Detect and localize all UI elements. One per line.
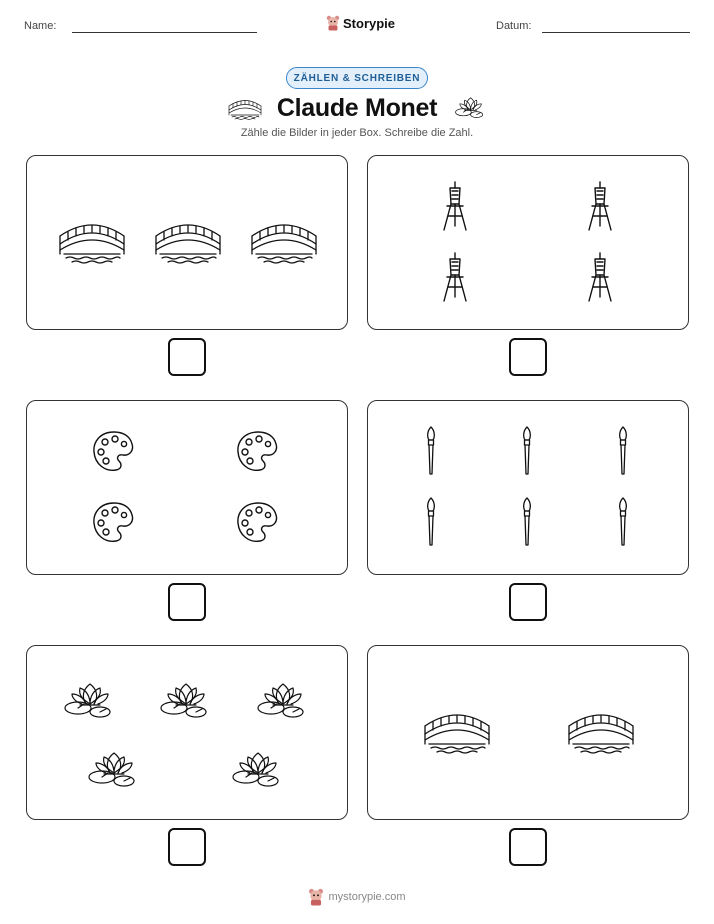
bridge-icon [154,216,222,264]
counting-box-5 [26,645,348,820]
answer-box-6[interactable] [509,828,547,866]
brand-name: Storypie [343,15,396,31]
answer-box-4[interactable] [509,583,547,621]
answer-box-5[interactable] [168,828,206,866]
instructions: Zähle die Bilder in jeder Box. Schreibe die Zahl. [240,127,474,139]
water-lily-icon [64,676,114,720]
answer-box-1[interactable] [168,338,206,376]
name-label: Name: [24,20,57,32]
water-lily-icon [160,676,210,720]
footer [0,888,714,906]
palette-icon [236,430,280,474]
water-lily-icon [232,745,282,789]
answer-box-3[interactable] [168,583,206,621]
bridge-icon [567,706,635,754]
page-title: Claude Monet [276,94,438,122]
counting-box-2 [367,155,689,330]
paintbrush-icon [424,497,438,547]
water-lily-icon [88,745,138,789]
water-lily-decoration-icon [455,93,485,119]
bear-mascot-icon [308,888,324,906]
name-line[interactable] [72,32,257,33]
palette-icon [236,501,280,545]
easel-icon [439,251,471,303]
paintbrush-icon [616,497,630,547]
bridge-icon [423,706,491,754]
paintbrush-icon [616,426,630,476]
paintbrush-icon [520,426,534,476]
date-line[interactable] [542,32,690,33]
counting-box-6 [367,645,689,820]
paintbrush-icon [424,426,438,476]
brand-logo [326,15,395,31]
easel-icon [584,251,616,303]
palette-icon [92,501,136,545]
bridge-icon [58,216,126,264]
counting-box-3 [26,400,348,575]
paintbrush-icon [520,497,534,547]
water-lily-icon [257,676,307,720]
bear-mascot-icon [326,15,340,31]
easel-icon [584,180,616,232]
date-label: Datum: [496,20,532,32]
palette-icon [92,430,136,474]
bridge-icon [250,216,318,264]
easel-icon [439,180,471,232]
answer-box-2[interactable] [509,338,547,376]
footer-site[interactable]: mystorypie.com [328,891,406,903]
category-badge: ZÄHLEN & SCHREIBEN [286,67,428,89]
